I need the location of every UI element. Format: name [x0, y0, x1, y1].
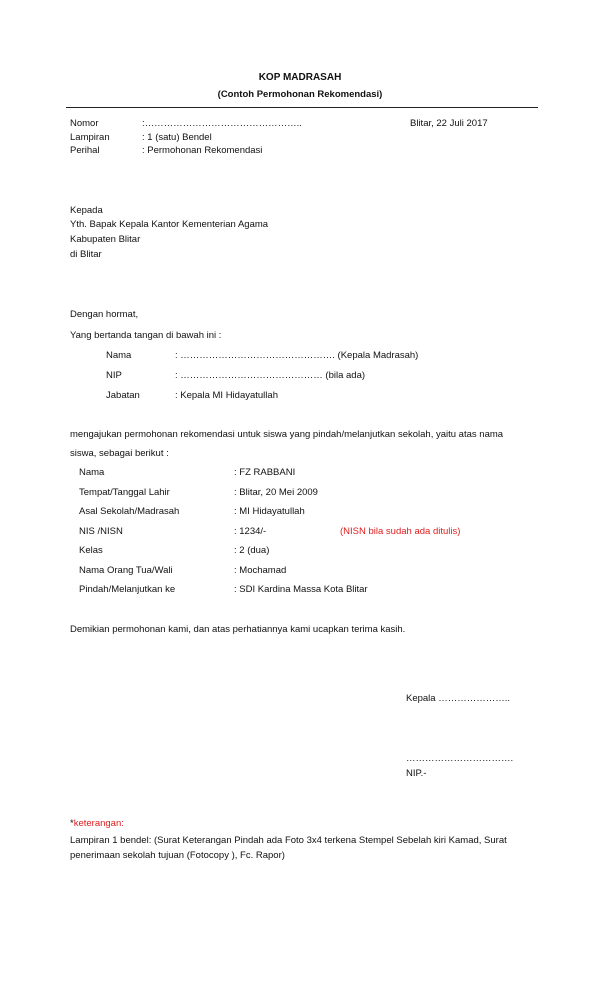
recipient-line-1: Kepada	[70, 205, 103, 216]
signer-nama-label: Nama	[106, 350, 132, 361]
notes-line-2: penerimaan sekolah tujuan (Fotocopy ), Fc. Rapor)	[70, 850, 285, 861]
perihal-label: Perihal	[70, 145, 100, 156]
student-row-value: : MI Hidayatullah	[234, 506, 305, 517]
notes-asterisk: *	[70, 818, 74, 829]
recipient-line-4: di Blitar	[70, 249, 102, 260]
notes-label: keterangan:	[73, 818, 124, 829]
student-row-label: Nama	[79, 467, 105, 478]
notes-heading	[70, 818, 124, 829]
signer-nip-label: NIP	[106, 370, 122, 381]
nisn-note: (NISN bila sudah ada ditulis)	[340, 526, 461, 537]
recipient-line-2: Yth. Bapak Kepala Kantor Kementerian Agama	[70, 219, 269, 230]
place-date: Blitar, 22 Juli 2017	[410, 118, 488, 129]
nomor-label: Nomor	[70, 118, 99, 129]
student-row-value: : 2 (dua)	[234, 545, 270, 556]
signature-title: Kepala …………………..	[406, 693, 510, 704]
signer-nama-value: : …………………………………………. (Kepala Madrasah)	[175, 350, 419, 361]
student-row-value: : Blitar, 20 Mei 2009	[234, 487, 318, 498]
notes-line-1: Lampiran 1 bendel: (Surat Keterangan Pindah ada Foto 3x4 terkena Stempel Sebelah kiri Kamad, Surat	[70, 835, 507, 846]
lampiran-label: Lampiran	[70, 132, 110, 143]
student-row-value: : FZ RABBANI	[234, 467, 296, 478]
signer-nip-value: : ……………………………………… (bila ada)	[175, 370, 366, 381]
nomor-value: :…………………………………………..	[142, 118, 302, 129]
student-row-label: Tempat/Tanggal Lahir	[79, 487, 170, 498]
request-line-1: mengajukan permohonan rekomendasi untuk siswa yang pindah/melanjutkan sekolah, yaitu atas nama	[70, 429, 504, 440]
student-row-label: NIS /NISN	[79, 526, 123, 537]
student-row-label: Asal Sekolah/Madrasah	[79, 506, 180, 517]
letterhead-title: KOP MADRASAH	[258, 72, 342, 83]
student-row-value: : Mochamad	[234, 565, 287, 576]
student-row-value: : 1234/-	[234, 526, 267, 537]
signer-jabatan-label: Jabatan	[106, 390, 140, 401]
signature-name-line: …………………………….	[406, 753, 514, 764]
header-divider	[66, 107, 538, 108]
perihal-value: : Permohonan Rekomendasi	[142, 145, 263, 156]
closing-text: Demikian permohonan kami, dan atas perhatiannya kami ucapkan terima kasih.	[70, 624, 406, 635]
letterhead-subtitle: (Contoh Permohonan Rekomendasi)	[217, 89, 383, 100]
signer-jabatan-value: : Kepala MI Hidayatullah	[175, 390, 278, 401]
recipient-line-3: Kabupaten Blitar	[70, 234, 141, 245]
student-row-value: : SDI Kardina Massa Kota Blitar	[234, 584, 368, 595]
signature-nip: NIP.-	[406, 768, 427, 779]
student-row-label: Pindah/Melanjutkan ke	[79, 584, 176, 595]
student-row-label: Kelas	[79, 545, 103, 556]
student-row-label: Nama Orang Tua/Wali	[79, 565, 173, 576]
intro-text: Yang bertanda tangan di bawah ini :	[70, 330, 222, 341]
greeting: Dengan hormat,	[70, 309, 139, 320]
lampiran-value: : 1 (satu) Bendel	[142, 132, 212, 143]
request-line-2: siswa, sebagai berikut :	[70, 448, 169, 459]
